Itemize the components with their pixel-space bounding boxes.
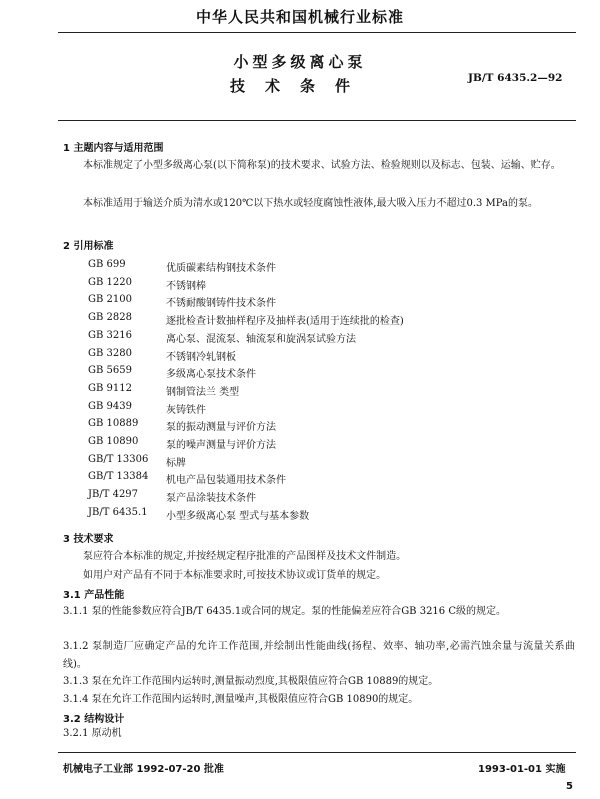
reference-code: GB 699 xyxy=(88,259,126,270)
reference-code: GB 2100 xyxy=(88,294,132,306)
section-1-para-2: 本标准适用于输送介质为清水或120℃以下热水或轻度腐蚀性液体,最大吸入压力不超过0.3 MPa的泵。 xyxy=(83,198,539,209)
section-3-para-1: 泵应符合本标准的规定,并按经规定程序批准的产品图样及技术文件制造。 xyxy=(83,551,407,562)
footer-rule xyxy=(58,752,576,753)
section-1-heading: 1 主题内容与适用范围 xyxy=(63,143,164,154)
reference-title: 灰铸铁件 xyxy=(166,404,206,416)
reference-title: 多级离心泵技术条件 xyxy=(166,369,256,381)
reference-code: GB 9112 xyxy=(88,382,132,394)
section-3-2-heading: 3.2 结构设计 xyxy=(63,714,125,725)
reference-title: 小型多级离心泵 型式与基本参数 xyxy=(166,510,310,522)
reference-title: 钢制管法兰 类型 xyxy=(166,386,240,398)
reference-title: 不锈耐酸钢铸件技术条件 xyxy=(166,298,276,310)
section-2-heading: 2 引用标准 xyxy=(63,241,114,252)
section-3-1-heading: 3.1 产品性能 xyxy=(63,590,125,601)
implementation-date: 1993-01-01 实施 xyxy=(478,764,566,775)
reference-code: GB 10890 xyxy=(88,436,139,447)
reference-code: GB 1220 xyxy=(88,276,132,288)
reference-code: GB/T 13306 xyxy=(88,453,149,465)
reference-title: 不锈钢冷轧钢板 xyxy=(166,351,236,363)
reference-code: GB 3280 xyxy=(88,347,132,359)
reference-code: JB/T 6435.1 xyxy=(88,506,148,518)
reference-code: GB 5659 xyxy=(88,365,132,377)
clause-3-1-3: 3.1.3 泵在允许工作范围内运转时,测量振动烈度,其极限值应符合GB 10889的规定。 xyxy=(63,676,439,687)
document-title-line1: 小型多级离心泵 xyxy=(233,53,367,71)
clause-3-1-4: 3.1.4 泵在允许工作范围内运转时,测量噪声,其极限值应符合GB 10890的规定。 xyxy=(63,694,419,705)
section-3-heading: 3 技术要求 xyxy=(63,534,114,545)
reference-code: GB/T 13384 xyxy=(88,471,149,483)
reference-title: 泵产品涂装技术条件 xyxy=(166,493,256,505)
reference-title: 离心泵、混流泵、轴流泵和旋涡泵试验方法 xyxy=(166,333,356,345)
clause-3-1-2: 3.1.2 泵制造厂应确定产品的允许工作范围,并绘制出性能曲线(扬程、效率、轴功率,必需汽蚀余量与流量关系曲线)。 xyxy=(63,641,575,670)
header-rule-top xyxy=(58,32,576,33)
reference-code: GB 10889 xyxy=(88,418,139,430)
reference-title: 优质碳素结构钢技术条件 xyxy=(166,263,276,274)
header-rule-bottom xyxy=(58,120,576,121)
reference-code: GB 2828 xyxy=(88,312,132,324)
reference-code: GB 3216 xyxy=(88,329,132,341)
clause-3-2-1: 3.2.1 原动机 xyxy=(63,728,122,739)
approval-line: 机械电子工业部 1992-07-20 批准 xyxy=(63,764,224,775)
reference-title: 泵的噪声测量与评价方法 xyxy=(166,440,276,451)
standard-number: JB/T 6435.2—92 xyxy=(468,72,563,84)
issuing-body-title: 中华人民共和国机械行业标准 xyxy=(195,8,404,26)
section-3-para-2: 如用户对产品有不同于本标准要求时,可按技术协议或订货单的规定。 xyxy=(83,570,387,581)
reference-title: 不锈钢棒 xyxy=(166,280,206,292)
reference-code: GB 9439 xyxy=(88,400,132,412)
reference-title: 标牌 xyxy=(166,457,186,469)
reference-title: 机电产品包装通用技术条件 xyxy=(166,475,286,487)
reference-title: 泵的振动测量与评价方法 xyxy=(166,422,276,434)
reference-title: 逐批检查计数抽样程序及抽样表(适用于连续批的检查) xyxy=(166,316,404,328)
page-number: 5 xyxy=(566,781,573,792)
document-title-line2: 技术条件 xyxy=(229,77,370,95)
section-1-para-1: 本标准规定了小型多级离心泵(以下简称泵)的技术要求、试验方法、检验规则以及标志、包装、运输、贮存。 xyxy=(83,160,561,171)
reference-code: JB/T 4297 xyxy=(88,489,139,501)
clause-3-1-1: 3.1.1 泵的性能参数应符合JB/T 6435.1或合同的规定。泵的性能偏差应符合GB 3216 C级的规定。 xyxy=(63,606,506,617)
